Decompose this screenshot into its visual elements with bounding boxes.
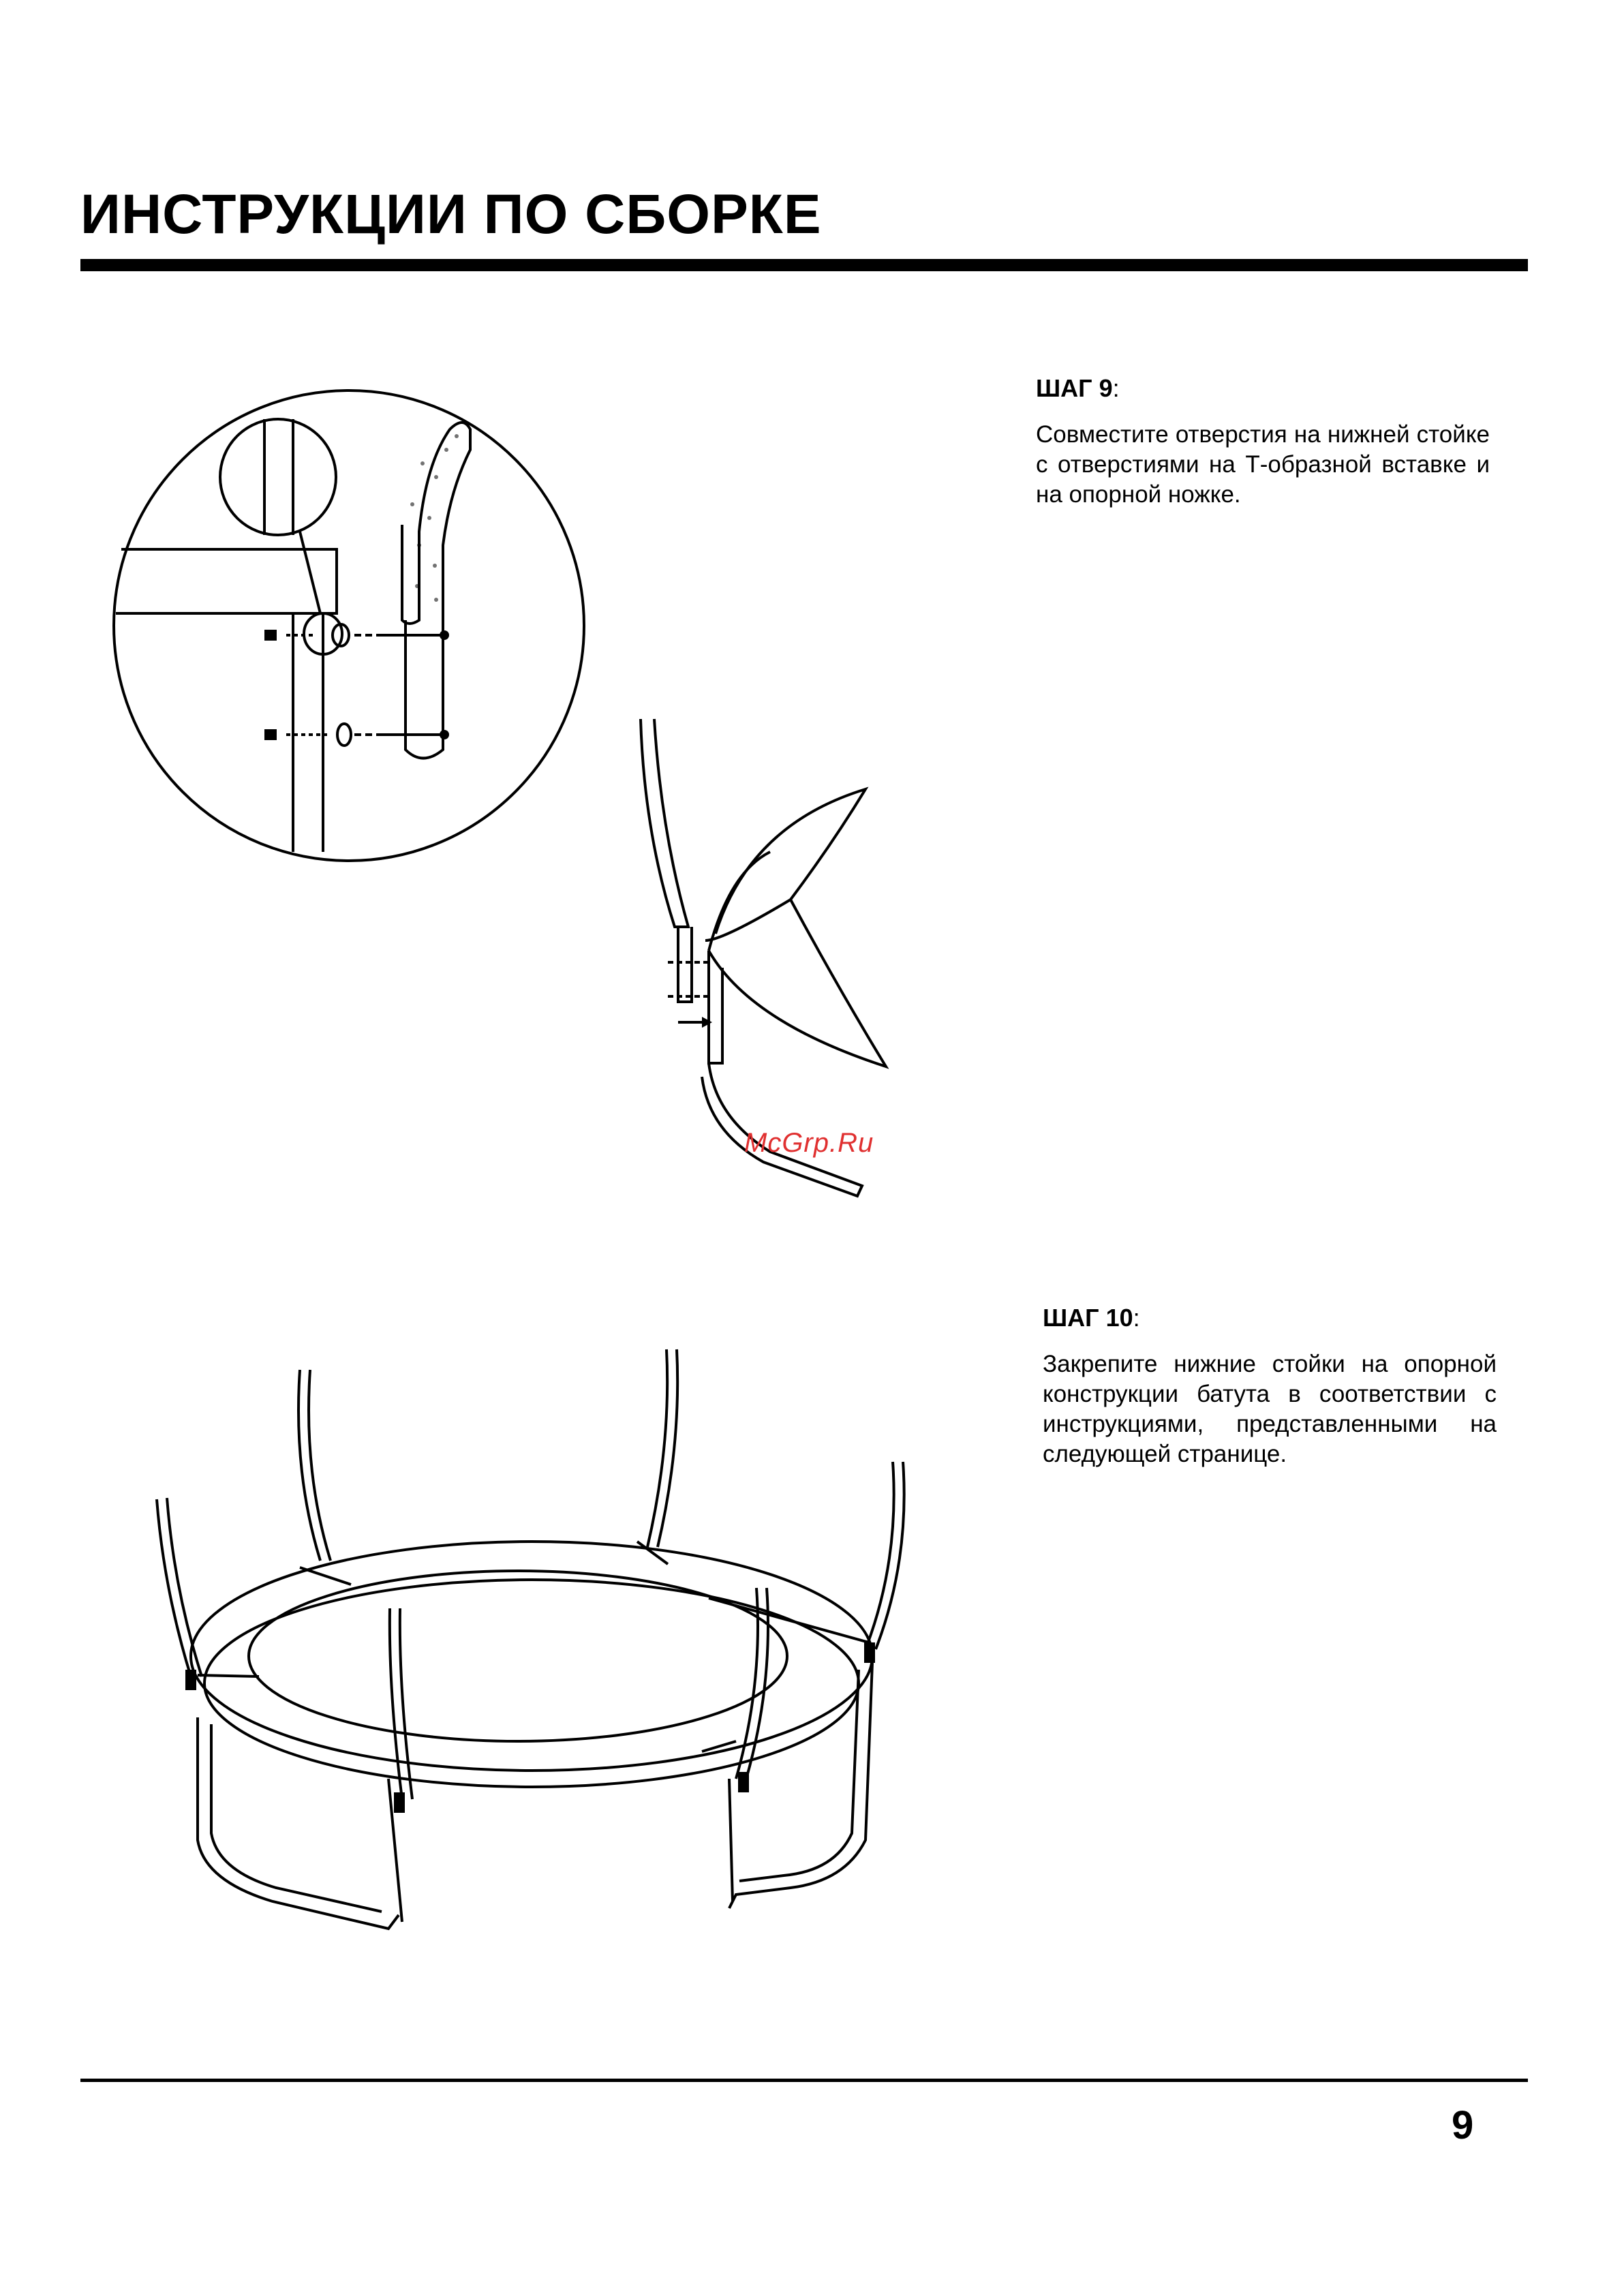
- step-9-block: [1036, 373, 1490, 510]
- footer-rule: [80, 2079, 1528, 2082]
- inset-circle: [220, 419, 336, 535]
- header-rule: [80, 259, 1528, 271]
- watermark: McGrp.Ru: [744, 1128, 874, 1158]
- page-number: 9: [1452, 2103, 1474, 2147]
- detail-circle: [114, 391, 584, 861]
- step-10-title: ШАГ 10:: [1043, 1304, 1140, 1332]
- page-title: ИНСТРУКЦИИ ПО СБОРКЕ: [80, 183, 822, 245]
- step-9-title: ШАГ 9:: [1036, 374, 1120, 402]
- step-10-block: [1043, 1303, 1497, 1469]
- step-10-text: Закрепите нижние стойки на опорной конструкции батута в соответствии с инструкциями, представленными на следующей странице.: [1043, 1351, 1497, 1467]
- step-9-text: Совместите отверстия на нижней стойке с отверстиями на Т-образной вставке и на опорной ножке.: [1036, 421, 1490, 508]
